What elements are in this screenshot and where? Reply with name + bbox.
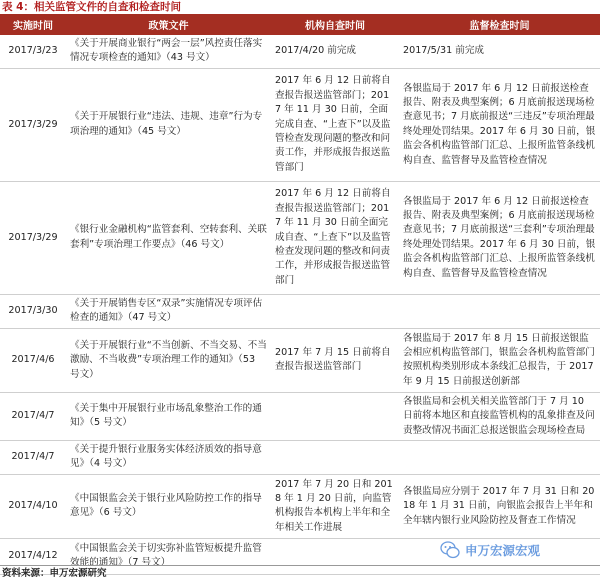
cell-self-check [271,538,399,574]
cell-self-check: 2017 年 7 月 20 日和 2018 年 1 月 20 日前，向监管机构报告本机构上半年和全年相关工作进展 [271,474,399,538]
table-row [0,35,600,68]
table-row [0,392,600,440]
cell-policy: 《关于开展商业银行“两会一层”风控责任落实情况专项检查的通知》（43 号文） [66,35,271,68]
watermark [440,539,540,561]
table-row [0,441,600,475]
cell-supervision: 各银监局于 2017 年 8 月 15 日前报送银监会相应机构监管部门，银监会各机构监管部门按照机构类别形成本条线汇总报告，于 2017 年 9 月 15 日前报送创新部 [399,328,600,392]
cell-date: 2017/4/10 [0,474,66,538]
table-row [0,68,600,181]
cell-self-check: 2017/4/20 前完成 [271,35,399,68]
cell-date: 2017/4/7 [0,441,66,475]
cell-policy: 《关于集中开展银行业市场乱象整治工作的通知》（5 号文） [66,392,271,440]
header-policy: 政策文件 [66,14,271,35]
cell-supervision: 各银监局于 2017 年 6 月 12 日前报送检查报告、附表及典型案例；6 月底前报送现场检查意见书；7 月底前报送“三违反”专项治理最终处理处罚结果。2017 年 6 月 30 日前，银监会各机构监管部门汇总、上报所监管条线机构自查、监管督导及监管检查情况 [399,68,600,181]
table-row [0,294,600,328]
cell-supervision: 各银监局和会机关相关监管部门于 7 月 10 日前将本地区和直接监管机构的乱象排查及问责整改情况书面汇总报送银监会现场检查局 [399,392,600,440]
cell-date: 2017/3/30 [0,294,66,328]
cell-policy: 《中国银监会关于银行业风险防控工作的指导意见》（6 号文） [66,474,271,538]
cell-policy: 《中国银监会关于切实弥补监管短板提升监管效能的通知》（7 号文） [66,538,271,574]
cell-policy: 《银行业金融机构“监管套利、空转套利、关联套利”专项治理工作要点》（46 号文） [66,181,271,294]
regulation-table [0,14,600,575]
watermark-text: 申万宏源宏观 [465,543,541,558]
table-caption: 表 4：相关监管文件的自查和检查时间 [2,1,181,13]
cell-self-check: 2017 年 6 月 12 日前将自查报告报送监管部门；2017 年 11 月 30 日前，全面完成自查、“上查下”以及监管检查发现问题的整改和问责工作，并形成报告报送监管部门 [271,68,399,181]
cell-date: 2017/4/6 [0,328,66,392]
cell-date: 2017/3/29 [0,68,66,181]
cell-policy: 《关于提升银行业服务实体经济质效的指导意见》（4 号文） [66,441,271,475]
cell-self-check: 2017 年 6 月 12 日前将自查报告报送监管部门；2017 年 11 月 30 日前全面完成自查、“上查下”以及监管检查发现问题的整改和问责工作，并形成报告报送监管部门 [271,181,399,294]
cell-policy: 《关于开展银行业“违法、违规、违章”行为专项治理的通知》（45 号文） [66,68,271,181]
cell-self-check [271,441,399,475]
cell-supervision: 各银监局于 2017 年 6 月 12 日前报送检查报告、附表及典型案例；6 月底前报送现场检查意见书；7 月底前报送“三套利”专项治理最终处理处罚结果。2017 年 6 月 30 日前，银监会各机构监管部门汇总、上报所监管条线机构自查、监管督导及监管检查情况 [399,181,600,294]
cell-supervision [399,294,600,328]
cell-date: 2017/4/12 [0,538,66,574]
wechat-icon [440,540,460,560]
cell-date: 2017/3/29 [0,181,66,294]
cell-date: 2017/3/23 [0,35,66,68]
cell-supervision [399,441,600,475]
header-date: 实施时间 [0,14,66,35]
source-note: 资料来源：申万宏源研究 [2,568,107,579]
table-row [0,474,600,538]
header-row [0,14,600,35]
cell-self-check: 2017 年 7 月 15 日前将自查报告报送监管部门 [271,328,399,392]
cell-supervision: 各银监局应分别于 2017 年 7 月 31 日和 2018 年 1 月 31 日前，向银监会报告上半年和全年辖内银行业风险防控及督查工作情况 [399,474,600,538]
header-supervision: 监督检查时间 [399,14,600,35]
cell-date: 2017/4/7 [0,392,66,440]
cell-supervision: 2017/5/31 前完成 [399,35,600,68]
table-row [0,181,600,294]
table-row [0,328,600,392]
cell-policy: 《关于开展银行业“不当创新、不当交易、不当激励、不当收费”专项治理工作的通知》（53 号文） [66,328,271,392]
cell-self-check [271,392,399,440]
cell-self-check [271,294,399,328]
header-self-check: 机构自查时间 [271,14,399,35]
cell-policy: 《关于开展销售专区“双录”实施情况专项评估检查的通知》（47 号文） [66,294,271,328]
